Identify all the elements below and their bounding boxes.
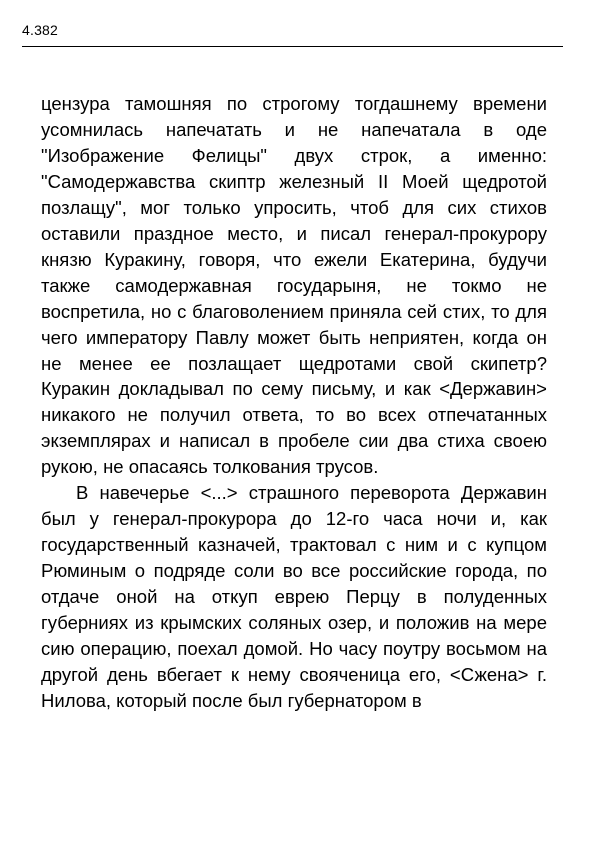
page-number: 4.382 — [22, 22, 59, 38]
paragraph: В навечерье <...> страшного переворота Державин был у генерал-прокурора до 12-го часа ночи и, как государственный казначей, трактовал с ним и с купцом Рюминым о подряде соли во все российские города, по отдаче оной на откуп еврею Перцу в полуденных губерниях из крымских соляных озер, и положив на мере сию операцию, поехал домой. Но часу поутру восьмом на другой день вбегает к нему свояченица его, <Сжена> г. Нилова, который после был губернатором в — [41, 482, 547, 711]
page-header — [22, 22, 563, 38]
paragraph-continued: цензура тамошняя по строгому тогдашнему времени усомнилась напечатать и не напечатала в оде "Изображение Фелицы" двух строк, а именно: "Самодержавства скиптр железный II Моей щедротой позлащу", мог только упросить, чтоб для сих стихов оставили праздное место, и писал генерал-прокурору князю Куракину, говоря, что ежели Екатерина, будучи также самодержавная государыня, не токмо не воспретила, но с благоволением приняла сей стих, то для чего императору Павлу может быть неприятен, когда он не менее ее позлащает щедротами свой скипетр? Куракин докладывал по сему письму, и как <Державин> никакого не получил ответа, то во всех отпечатанных экземплярах и написал в пробеле сии два стиха своею рукою, не опасаясь толкования трусов. — [41, 93, 547, 478]
header-divider — [22, 46, 563, 47]
page-body — [41, 91, 547, 714]
